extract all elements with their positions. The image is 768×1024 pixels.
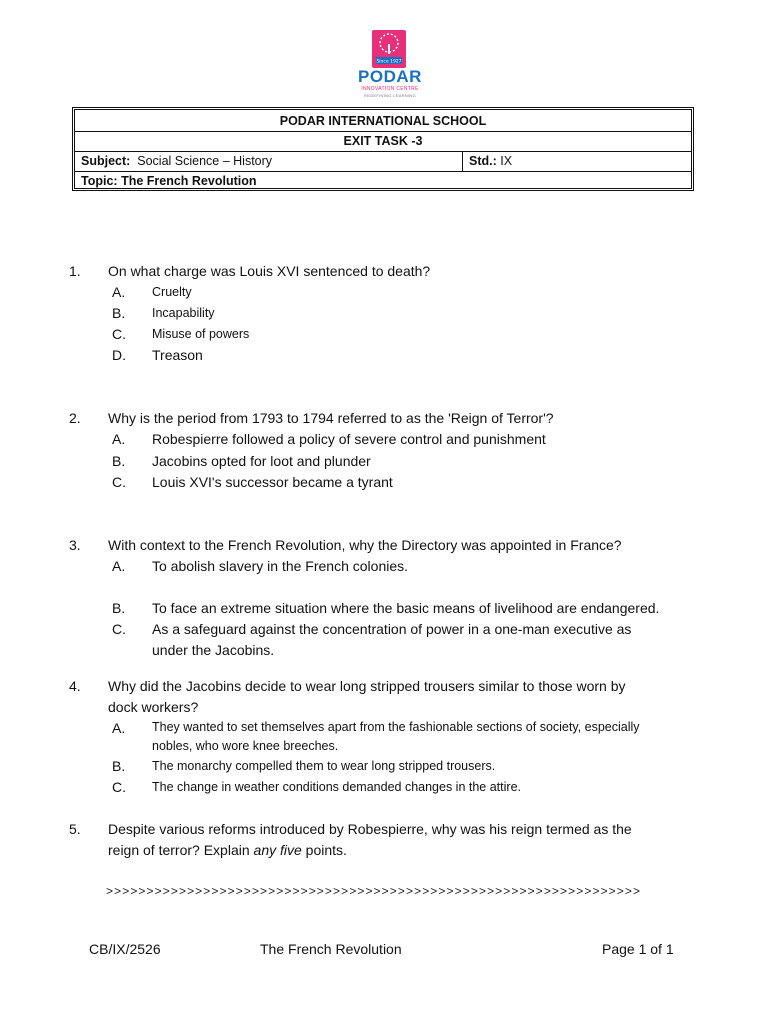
footer-title: The French Revolution	[260, 941, 402, 957]
question-number: 2.	[69, 410, 81, 426]
topic-value: The French Revolution	[121, 174, 257, 188]
footer-code: CB/IX/2526	[89, 941, 161, 957]
option-text: To face an extreme situation where the basic means of livelihood are endangered.	[152, 600, 660, 616]
subject-value: Social Science – History	[137, 154, 273, 168]
std-label: Std.:	[469, 154, 497, 168]
school-name: PODAR INTERNATIONAL SCHOOL	[75, 112, 691, 132]
option-text: Incapability	[152, 306, 215, 320]
option-text: Cruelty	[152, 285, 192, 299]
option-text: Robespierre followed a policy of severe control and punishment	[152, 431, 546, 447]
option-text: To abolish slavery in the French colonies.	[152, 558, 409, 574]
option-letter: A.	[112, 284, 126, 300]
school-logo	[350, 30, 430, 102]
option-text-line1: They wanted to set themselves apart from the fashionable sections of society, especially	[152, 720, 640, 734]
option-letter: A.	[112, 431, 126, 447]
logo-badge: Since 1927	[376, 59, 402, 65]
footer-page: Page 1 of 1	[602, 941, 674, 957]
option-letter: B.	[112, 758, 126, 774]
option-text: Jacobins opted for loot and plunder	[152, 453, 371, 469]
question-text-line2: dock workers?	[108, 699, 199, 715]
subject-label: Subject:	[81, 154, 131, 168]
question-text: Why is the period from 1793 to 1794 referred to as the 'Reign of Terror'?	[108, 410, 554, 426]
option-letter: B.	[112, 600, 126, 616]
option-text-line2: nobles, who wore knee breeches.	[152, 739, 339, 753]
question-number: 1.	[69, 263, 81, 279]
option-letter: B.	[112, 305, 126, 321]
header-table	[72, 107, 694, 191]
question-text-line1: Despite various reforms introduced by Robespierre, why was his reign termed as the	[108, 821, 632, 837]
subject-row	[75, 152, 691, 172]
option-letter: C.	[112, 621, 126, 637]
logo-wordmark: PODAR	[358, 67, 422, 86]
logo-subtitle: INNOVATION CENTRE	[361, 86, 419, 92]
option-letter: B.	[112, 453, 126, 469]
option-letter: C.	[112, 326, 126, 342]
tree-emblem-icon	[372, 30, 406, 68]
option-text-line1: As a safeguard against the concentration of power in a one-man executive as	[152, 621, 632, 637]
option-text: The change in weather conditions demanded changes in the attire.	[152, 780, 521, 794]
topic-row	[75, 172, 691, 190]
question-number: 3.	[69, 537, 81, 553]
option-text: Treason	[152, 347, 203, 363]
question-text-line2: reign of terror? Explain any five points.	[108, 842, 347, 858]
option-letter: C.	[112, 779, 126, 795]
option-text: Louis XVI's successor became a tyrant	[152, 474, 393, 490]
option-text: Misuse of powers	[152, 327, 250, 341]
question-number: 5.	[69, 821, 81, 837]
option-letter: A.	[112, 720, 126, 736]
std-value: IX	[500, 154, 513, 168]
emphasis: any five	[253, 842, 302, 858]
topic-label: Topic:	[81, 174, 118, 188]
end-divider: >>>>>>>>>>>>>>>>>>>>>>>>>>>>>>>>>>>>>>>>>>>>>>>>>>>>>>>>>>>>>>>>>>	[106, 884, 642, 898]
option-text-line2: under the Jacobins.	[152, 642, 275, 658]
question-text: With context to the French Revolution, why the Directory was appointed in France?	[108, 537, 622, 553]
question-text: On what charge was Louis XVI sentenced to death?	[108, 263, 431, 279]
option-letter: D.	[112, 347, 126, 363]
option-text: The monarchy compelled them to wear long stripped trousers.	[152, 759, 496, 773]
task-title: EXIT TASK -3	[75, 132, 691, 152]
question-number: 4.	[69, 678, 81, 694]
option-letter: C.	[112, 474, 126, 490]
option-letter: A.	[112, 558, 126, 574]
logo-tagline: REDEFINING LEARNING	[364, 93, 416, 98]
question-text-line1: Why did the Jacobins decide to wear long stripped trousers similar to those worn by	[108, 678, 626, 694]
